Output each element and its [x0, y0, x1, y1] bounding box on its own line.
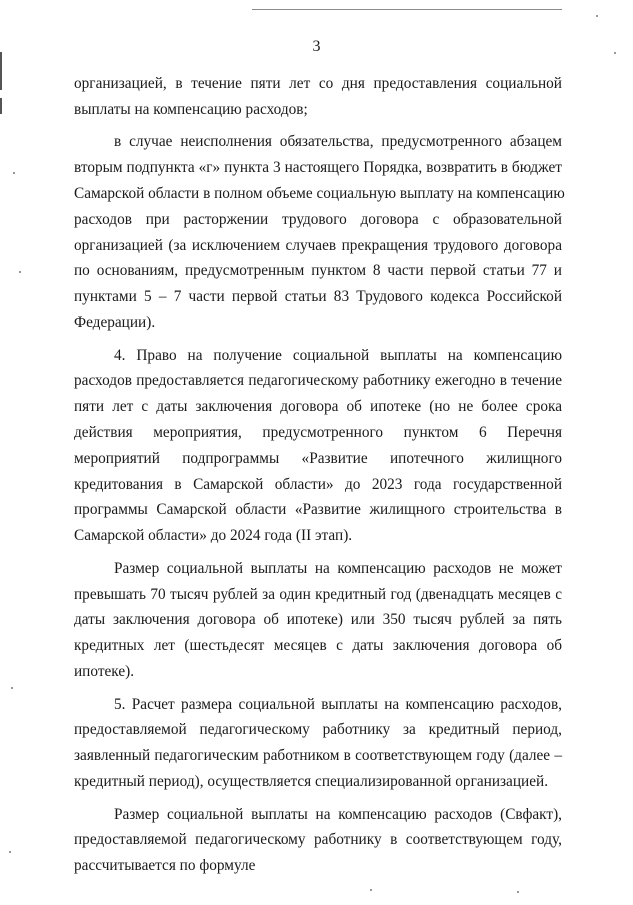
text-line: расходов предоставляется педагогическому работнику ежегодно в течение	[74, 372, 562, 390]
scan-speck	[11, 687, 13, 689]
text-line: предоставляемой педагогическому работнику за кредитный период,	[74, 721, 562, 739]
paragraph	[74, 71, 562, 123]
paragraph	[74, 129, 565, 335]
text-line: 5. Расчет размера социальной выплаты на компенсацию расходов,	[114, 695, 562, 713]
page-number: 3	[312, 38, 321, 55]
scan-speck	[370, 889, 372, 891]
scan-speck	[9, 851, 11, 853]
scan-speck	[13, 172, 15, 174]
text-line: мероприятий подпрограммы «Развитие ипотечного жилищного	[74, 449, 562, 467]
text-line: вторым подпункта «г» пункта 3 настоящего Порядка, возвратить в бюджет	[74, 159, 562, 177]
text-line: Федерации).	[74, 313, 156, 331]
text-line: ипотеке).	[74, 662, 135, 680]
text-line: расходов при расторжении трудового договора с образовательной	[74, 210, 562, 228]
text-line: рассчитывается по формуле	[74, 857, 256, 875]
text-line: Размер социальной выплаты на компенсацию расходов не может	[114, 559, 562, 577]
text-line: Самарской области в полном объеме социальную выплату на компенсацию	[74, 184, 565, 202]
paragraph	[74, 692, 562, 795]
scan-speck	[614, 52, 616, 54]
text-line: программы Самарской области «Развитие жилищного строительства в	[74, 501, 562, 519]
scan-speck	[19, 271, 21, 273]
text-line: организацией, в течение пяти лет со дня предоставления социальной	[74, 75, 562, 92]
text-line: Размер социальной выплаты на компенсацию расходов (Свфакт),	[114, 805, 562, 823]
scan-speck	[596, 15, 598, 17]
text-line: действия мероприятия, предусмотренного пунктом 6 Перечня	[74, 423, 562, 441]
text-line: организацией (за исключением случаев прекращения трудового договора	[74, 236, 562, 254]
text-line: предоставляемой педагогическому работнику в соответствующем году,	[74, 831, 562, 849]
text-line: кредитования в Самарской области» до 2023 года государственной	[74, 475, 562, 493]
paragraph	[74, 556, 562, 685]
text-line: пяти лет с даты заключения договора об ипотеке (но не более срока	[74, 398, 562, 416]
paragraph	[74, 802, 562, 879]
scan-top-rule	[252, 9, 562, 10]
text-line: по основаниям, предусмотренным пунктом 8 части первой статьи 77 и	[74, 262, 562, 280]
text-line: пунктами 5 – 7 части первой статьи 83 Трудового кодекса Российской	[74, 288, 562, 306]
text-line: Самарской области» до 2024 года (II этап).	[74, 527, 353, 545]
text-line: кредитный период), осуществляется специализированной организацией.	[74, 772, 549, 790]
paragraph	[74, 343, 562, 549]
text-line: выплаты на компенсацию расходов;	[74, 100, 308, 118]
text-line: кредитных лет (шестьдесят месяцев с даты заключения договора об	[74, 637, 562, 655]
text-line: даты заключения договора об ипотеке) или 350 тысяч рублей за пять	[74, 611, 562, 629]
scan-speck	[517, 891, 519, 893]
text-line: превышать 70 тысяч рублей за один кредитный год (двенадцать месяцев с	[74, 585, 562, 603]
text-line: заявленный педагогическим работником в соответствующем году (далее –	[74, 747, 562, 765]
document-body	[74, 71, 565, 886]
scan-binding-mark	[0, 52, 2, 90]
text-line: в случае неисполнения обязательства, предусмотренного абзацем	[114, 133, 562, 151]
scan-binding-mark	[0, 98, 2, 114]
text-line: 4. Право на получение социальной выплаты на компенсацию	[114, 346, 562, 364]
